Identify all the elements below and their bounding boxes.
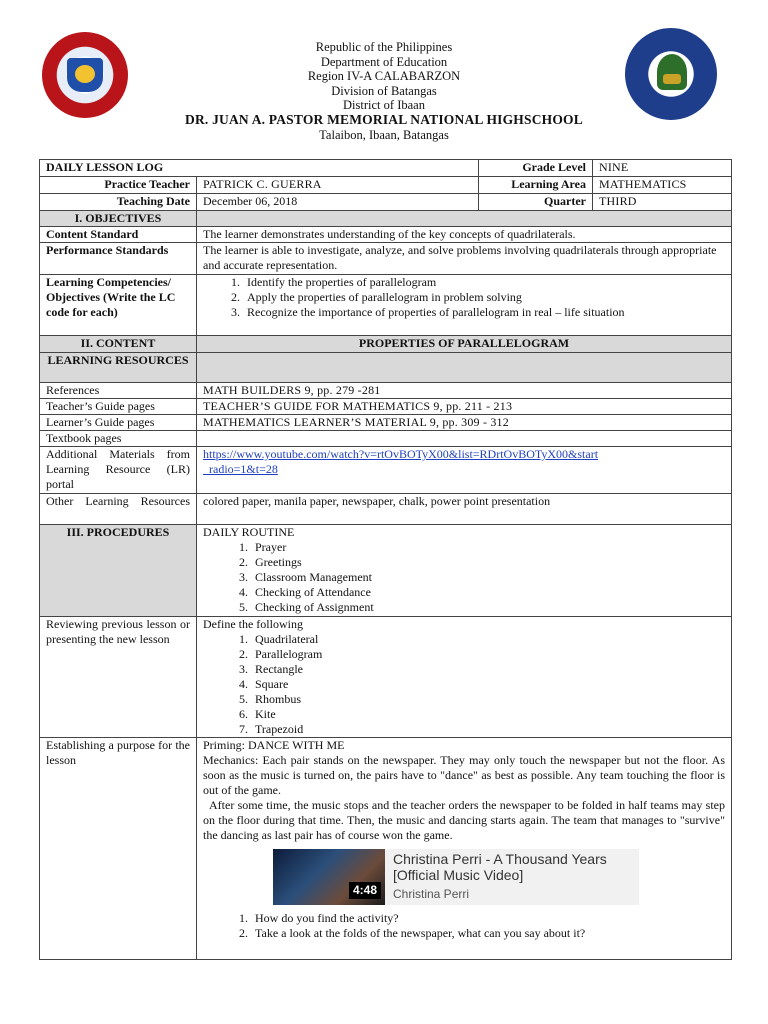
content-value: PROPERTIES OF PARALLELOGRAM [197, 336, 732, 353]
objectives-heading-blank [197, 211, 732, 227]
grade-level-value: NINE [593, 160, 732, 177]
video-thumbnail[interactable] [273, 849, 385, 905]
learning-resources-heading: LEARNING RESOURCES [40, 353, 197, 383]
review-item: 6. Kite [251, 707, 725, 722]
log-title: DAILY LESSON LOG [40, 160, 479, 177]
reviewing-lesson-cell [197, 617, 732, 738]
header-line: Region IV-A CALABARZON [307, 69, 461, 84]
header-line: Department of Education [320, 54, 448, 69]
video-channel: Christina Perri [393, 887, 470, 901]
learners-guide-label: Learner’s Guide pages [40, 415, 197, 431]
video-title[interactable]: Christina Perri - A Thousand Years [Official Music Video] [393, 851, 607, 883]
content-standard-label: Content Standard [40, 227, 197, 243]
teaching-date-value: December 06, 2018 [197, 194, 479, 211]
teachers-guide-value: TEACHER’S GUIDE FOR MATHEMATICS 9, pp. 211 - 213 [197, 399, 732, 415]
daily-routine-cell [197, 525, 732, 617]
school-name: DR. JUAN A. PASTOR MEMORIAL NATIONAL HIGHSCHOOL [185, 111, 583, 127]
textbook-pages-value [197, 431, 732, 447]
daily-lesson-log-table [39, 159, 732, 960]
mechanics-paragraph-2: After some time, the music stops and the teacher orders the newspaper to be folded in half teams may step on the floor during that time. Then, the music and dancing starts again. The team that manages to "survive" the dancing as last pair has of course won the game. [203, 798, 725, 842]
learning-competencies-cell [197, 275, 732, 336]
lr-portal-cell [197, 447, 732, 494]
teaching-date-label: Teaching Date [40, 194, 197, 211]
learning-area-value: MATHEMATICS [593, 177, 732, 194]
establishing-purpose-cell [197, 738, 732, 960]
priming-title: Priming: DANCE WITH ME [203, 738, 345, 752]
competency-item: 2. Apply the properties of parallelogram in problem solving [243, 290, 725, 305]
header-line: District of Ibaan [343, 98, 425, 113]
daily-routine-title: DAILY ROUTINE [203, 525, 295, 539]
routine-item: 3. Classroom Management [251, 570, 725, 585]
routine-item: 4. Checking of Attendance [251, 585, 725, 600]
header-line: Division of Batangas [331, 83, 437, 98]
review-intro: Define the following [203, 617, 303, 631]
header-line: Republic of the Philippines [315, 40, 453, 54]
review-item: 2. Parallelogram [251, 647, 725, 662]
performance-standards-value: The learner is able to investigate, analyze, and solve problems involving quadrilaterals through appropriate and accurate representation. [197, 243, 732, 275]
routine-item: 2. Greetings [251, 555, 725, 570]
other-resources-label: Other Learning Resources [40, 494, 197, 525]
procedures-heading: III. PROCEDURES [40, 525, 197, 617]
content-standard-value: The learner demonstrates understanding of the key concepts of quadrilaterals. [197, 227, 732, 243]
review-item: 1. Quadrilateral [251, 632, 725, 647]
school-address: Talaibon, Ibaan, Batangas [319, 127, 449, 142]
objectives-heading: I. OBJECTIVES [40, 211, 197, 227]
teachers-guide-label: Teacher’s Guide pages [40, 399, 197, 415]
video-card[interactable] [273, 849, 639, 905]
grade-level-label: Grade Level [479, 160, 593, 177]
establishing-purpose-label: Establishing a purpose for the lesson [40, 738, 197, 960]
video-duration: 4:48 [349, 882, 381, 899]
references-value: MATH BUILDERS 9, pp. 279 -281 [197, 383, 732, 399]
review-item: 7. Trapezoid [251, 722, 725, 737]
performance-standards-label: Performance Standards [40, 243, 197, 275]
learners-guide-value: MATHEMATICS LEARNER’S MATERIAL 9, pp. 309 - 312 [197, 415, 732, 431]
practice-teacher-value: PATRICK C. GUERRA [197, 177, 479, 194]
other-resources-value: colored paper, manila paper, newspaper, chalk, power point presentation [197, 494, 732, 525]
reviewing-lesson-label: Reviewing previous lesson or presenting the new lesson [40, 617, 197, 738]
routine-item: 5. Checking of Assignment [251, 600, 725, 615]
references-label: References [40, 383, 197, 399]
learning-resources-blank [197, 353, 732, 383]
practice-teacher-label: Practice Teacher [40, 177, 197, 194]
content-heading: II. CONTENT [40, 336, 197, 353]
learning-competencies-label: Learning Competencies/ Objectives (Write the LC code for each) [40, 275, 197, 336]
lr-portal-label: Additional Materials from Learning Resource (LR) portal [40, 447, 197, 494]
lr-portal-link[interactable]: https://www.youtube.com/watch?v=rtOvBOTyX00&list=RDrtOvBOTyX00&start_radio=1&t=28 [203, 447, 599, 476]
question-item: 2. Take a look at the folds of the newspaper, what can you say about it? [251, 926, 725, 941]
learning-area-label: Learning Area [479, 177, 593, 194]
review-item: 4. Square [251, 677, 725, 692]
routine-item: 1. Prayer [251, 540, 725, 555]
mechanics-paragraph: Mechanics: Each pair stands on the newspaper. They may only touch the newspaper but not the floor. As soon as the music is turned on, the pairs have to "dance" as best as possible. Any team touching the floor is out of the game. [203, 753, 725, 797]
competency-item: 3. Recognize the importance of properties of parallelogram in real – life situation [243, 305, 725, 320]
review-item: 3. Rectangle [251, 662, 725, 677]
quarter-label: Quarter [479, 194, 593, 211]
document-header [0, 40, 768, 142]
quarter-value: THIRD [593, 194, 732, 211]
competency-item: 1. Identify the properties of parallelogram [243, 275, 725, 290]
review-item: 5. Rhombus [251, 692, 725, 707]
textbook-pages-label: Textbook pages [40, 431, 197, 447]
question-item: 1. How do you find the activity? [251, 911, 725, 926]
